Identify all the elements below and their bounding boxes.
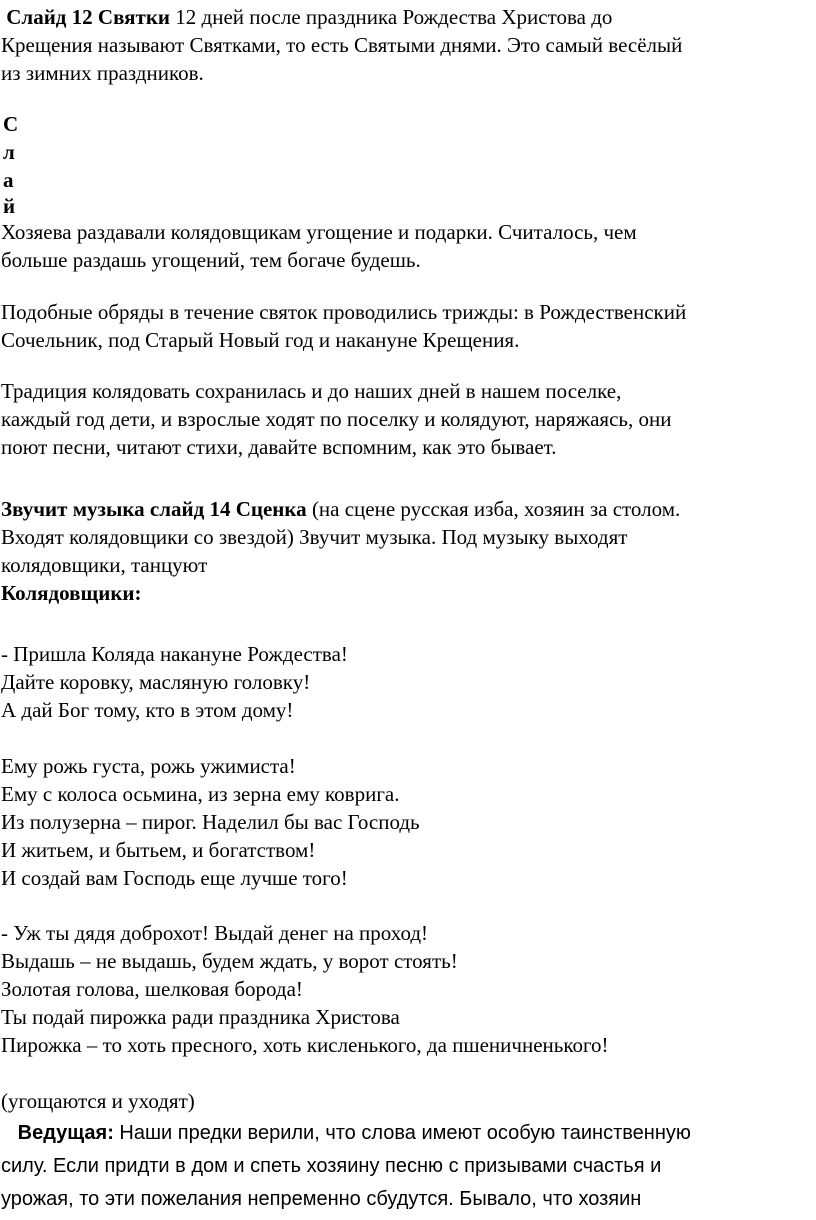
- vertical-broken-word: [3, 110, 23, 194]
- paragraph-line: Слайд 12 Святки 12 дней после праздника Рождества Христова до: [6, 5, 613, 29]
- verse-line: Выдашь – не выдашь, будем ждать, у ворот стоять!: [1, 949, 458, 973]
- paragraph-line: Ведущая: Наши предки верили, что слова имеют особую таинственную: [17, 1122, 691, 1144]
- paragraph-svyatki: [1, 3, 813, 87]
- verse-line: - Уж ты дядя доброхот! Выдай денег на проход!: [1, 921, 429, 945]
- paragraph-line: Крещения называют Святками, то есть Святыми днями. Это самый весёлый: [1, 33, 683, 57]
- vertical-letter: л: [3, 140, 15, 164]
- paragraph-host: [1, 1117, 813, 1216]
- paragraph-hosts: [1, 192, 813, 220]
- verse-1: [1, 640, 813, 724]
- paragraph-line: Входят колядовщики со звездой) Звучит музыка. Под музыку выходят: [1, 525, 628, 549]
- paragraph-line: силу. Если придти в дом и спеть хозяину песню с призывами счастья и: [1, 1155, 662, 1177]
- host-label: Ведущая:: [17, 1122, 114, 1144]
- paragraph-line: урожая, то эти пожелания непременно сбудутся. Бывало, что хозяин: [1, 1188, 642, 1210]
- paragraph-line: колядовщики, танцуют: [1, 553, 208, 577]
- verse-line: - Пришла Коляда накануне Рождества!: [1, 642, 348, 666]
- paragraph-hosts-text: [1, 218, 813, 274]
- paragraph-line: больше раздашь угощений, тем богаче будешь.: [1, 248, 421, 272]
- verse-line: Ты подай пирожка ради праздника Христова: [1, 1005, 400, 1029]
- verse-line: И создай вам Господь еще лучше того!: [1, 866, 348, 890]
- verse-line: Ему с колоса осьмина, из зерна ему коврига.: [1, 782, 400, 806]
- verse-line: Пирожка – то хоть пресного, хоть кисленького, да пшеничненького!: [1, 1033, 609, 1057]
- vertical-letter: С: [3, 112, 19, 136]
- paragraph-line: Подобные обряды в течение святок проводились трижды: в Рождественский: [1, 300, 687, 324]
- vertical-letter: а: [3, 168, 14, 192]
- slide-heading: Слайд 12 Святки: [6, 5, 171, 29]
- verse-2: [1, 752, 813, 892]
- paragraph-line: Сочельник, под Старый Новый год и накануне Крещения.: [1, 328, 520, 352]
- paragraph-tradition: [1, 377, 813, 461]
- paragraph-line: из зимних праздников.: [1, 61, 204, 85]
- paragraph-scene: [1, 495, 813, 607]
- verse-line: А дай Бог тому, кто в этом дому!: [1, 698, 294, 722]
- verse-line: Дайте коровку, масляную головку!: [1, 670, 311, 694]
- paragraph-line: Традиция колядовать сохранилась и до наших дней в нашем поселке,: [1, 379, 622, 403]
- scene-heading: Звучит музыка слайд 14 Сценка: [1, 497, 307, 521]
- verse-line: Золотая голова, шелковая борода!: [1, 977, 303, 1001]
- paragraph-line: Звучит музыка слайд 14 Сценка (на сцене русская изба, хозяин за столом.: [1, 497, 681, 521]
- carolers-heading: Колядовщики:: [1, 581, 142, 605]
- paragraph-line: поют песни, читают стихи, давайте вспомним, как это бывает.: [1, 435, 557, 459]
- verse-line: И житьем, и бытьем, и богатством!: [1, 838, 316, 862]
- verse-line: Из полузерна – пирог. Наделил бы вас Господь: [1, 810, 420, 834]
- verse-line: Ему рожь густа, рожь ужимиста!: [1, 754, 296, 778]
- paragraph-rituals: [1, 298, 813, 354]
- stage-note: (угощаются и уходят): [1, 1089, 195, 1113]
- paragraph-line: Хозяева раздавали колядовщикам угощение и подарки. Считалось, чем: [1, 220, 637, 244]
- vertical-letter: й: [3, 194, 16, 218]
- verse-3: [1, 919, 813, 1059]
- paragraph-line: каждый год дети, и взрослые ходят по поселку и колядуют, наряжаясь, они: [1, 407, 672, 431]
